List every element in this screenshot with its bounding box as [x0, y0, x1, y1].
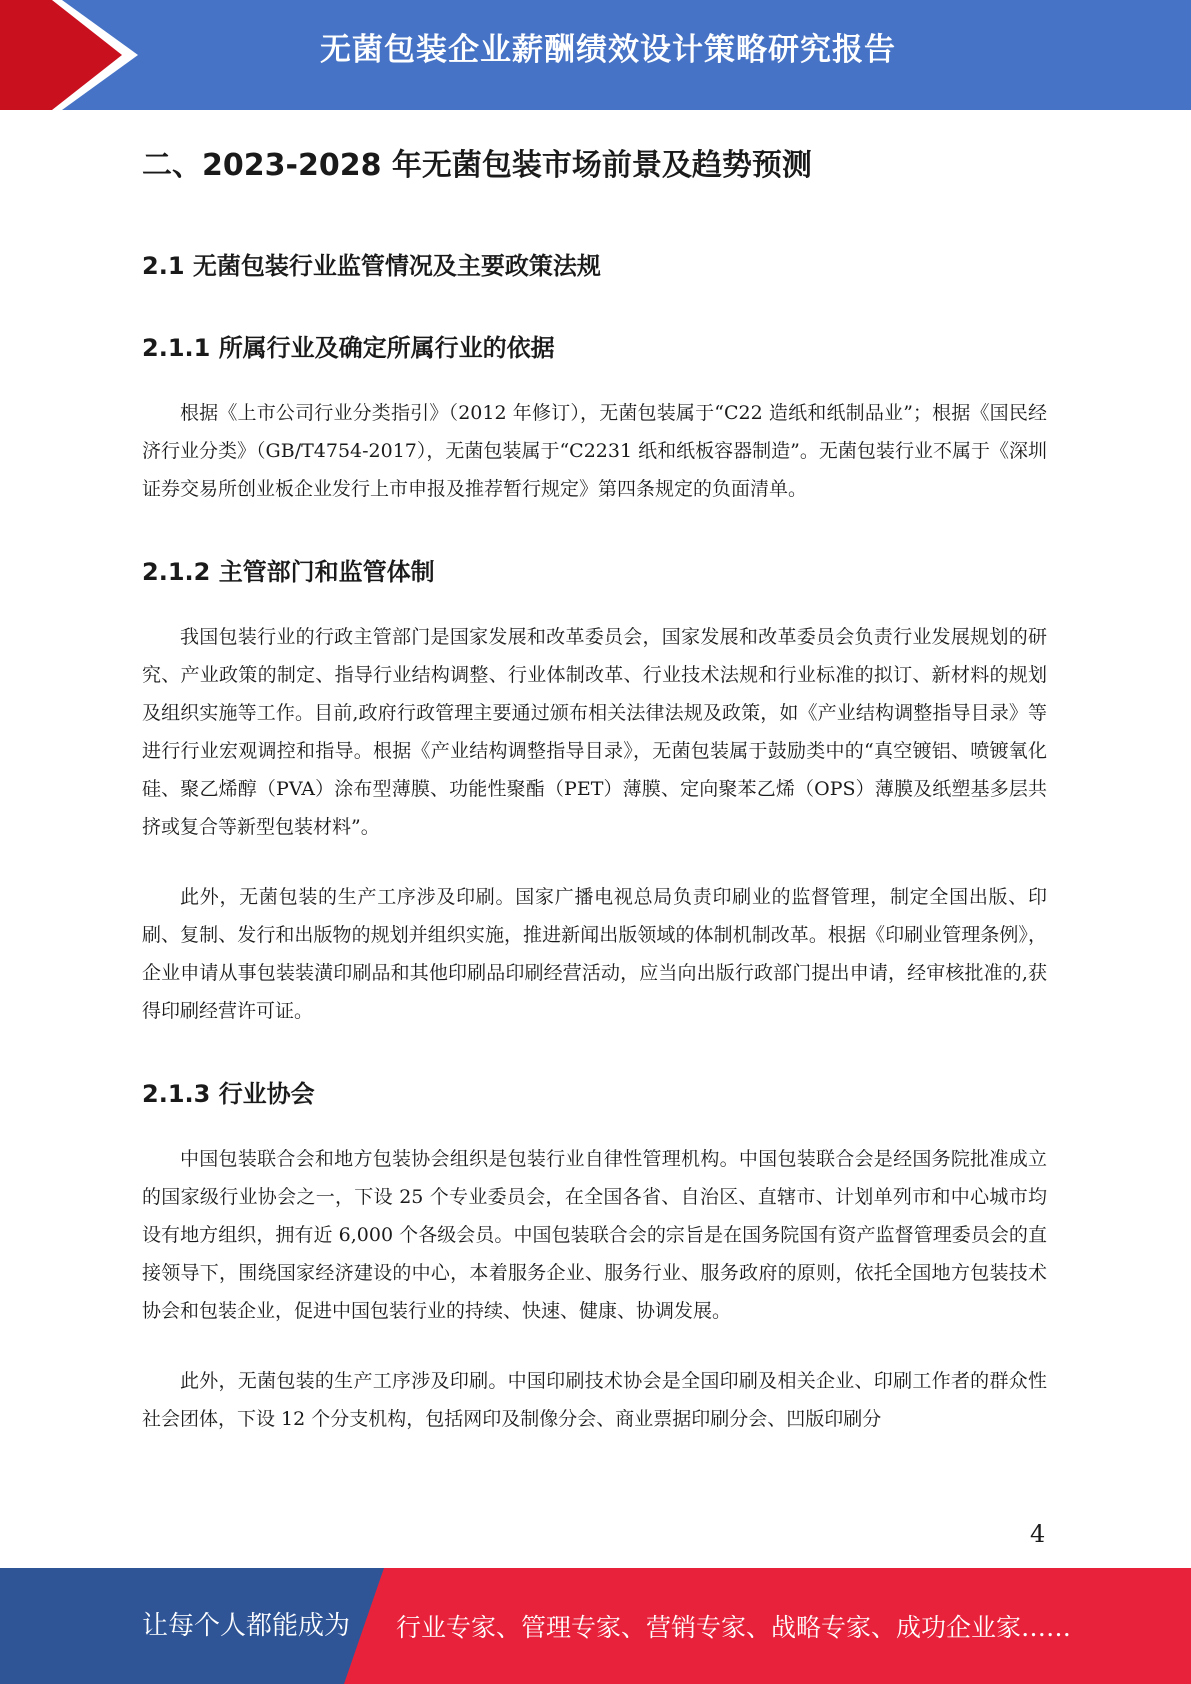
footer-slogan-right: 行业专家、管理专家、营销专家、战略专家、成功企业家……	[396, 1613, 1072, 1642]
section-title: 2.1 无菌包装行业监管情况及主要政策法规	[142, 252, 601, 280]
header-arrow-decoration	[0, 0, 140, 110]
report-title: 无菌包装企业薪酬绩效设计策略研究报告	[320, 32, 896, 68]
paragraph: 此外，无菌包装的生产工序涉及印刷。国家广播电视总局负责印刷业的监督管理，制定全国出版、印刷、复制、发行和出版物的规划并组织实施，推进新闻出版领域的体制机制改革。根据《印刷业管理条例》，企业申请从事包装装潢印刷品和其他印刷品印刷经营活动，应当向出版行政部门提出申请，经审核批准的,获得印刷经营许可证。	[142, 886, 1047, 1022]
subsection-title-2-1-3: 2.1.3 行业协会	[142, 1080, 315, 1108]
document-body	[142, 130, 1047, 1438]
paragraph: 中国包装联合会和地方包装协会组织是包装行业自律性管理机构。中国包装联合会是经国务院批准成立的国家级行业协会之一，下设 25 个专业委员会，在全国各省、自治区、直辖市、计划单列市和中心城市均设有地方组织，拥有近 6,000 个各级会员。中国包装联合会的宗旨是在国务院国有资产监督管理委员会的直接领导下，围绕国家经济建设的中心，本着服务企业、服务行业、服务政府的原则，依托全国地方包装技术协会和包装企业，促进中国包装行业的持续、快速、健康、协调发展。	[142, 1148, 1047, 1322]
paragraph: 根据《上市公司行业分类指引》（2012 年修订），无菌包装属于“C22 造纸和纸制品业”；根据《国民经济行业分类》（GB/T4754-2017），无菌包装属于“C2231 纸和纸板容器制造”。无菌包装行业不属于《深圳证券交易所创业板企业发行上市申报及推荐暂行规定》第四条规定的负面清单。	[142, 402, 1047, 500]
footer-slogan-left: 让每个人都能成为	[142, 1611, 351, 1641]
header-band	[0, 0, 1191, 110]
page-number: 4	[1030, 1520, 1046, 1548]
paragraph: 此外，无菌包装的生产工序涉及印刷。中国印刷技术协会是全国印刷及相关企业、印刷工作者的群众性社会团体，下设 12 个分支机构，包括网印及制像分会、商业票据印刷分会、凹版印刷分	[142, 1370, 1047, 1430]
subsection-title-2-1-2: 2.1.2 主管部门和监管体制	[142, 558, 435, 586]
subsection-title-2-1-1: 2.1.1 所属行业及确定所属行业的依据	[142, 334, 555, 362]
chapter-title: 二、2023-2028 年无菌包装市场前景及趋势预测	[142, 148, 812, 183]
footer-band	[0, 1568, 1191, 1684]
paragraph: 我国包装行业的行政主管部门是国家发展和改革委员会，国家发展和改革委员会负责行业发展规划的研究、产业政策的制定、指导行业结构调整、行业体制改革、行业技术法规和行业标准的拟订、新材料的规划及组织实施等工作。目前,政府行政管理主要通过颁布相关法律法规及政策，如《产业结构调整指导目录》等进行行业宏观调控和指导。根据《产业结构调整指导目录》，无菌包装属于鼓励类中的“真空镀铝、喷镀氧化硅、聚乙烯醇（PVA）涂布型薄膜、功能性聚酯（PET）薄膜、定向聚苯乙烯（OPS）薄膜及纸塑基多层共挤或复合等新型包装材料”。	[142, 626, 1047, 838]
